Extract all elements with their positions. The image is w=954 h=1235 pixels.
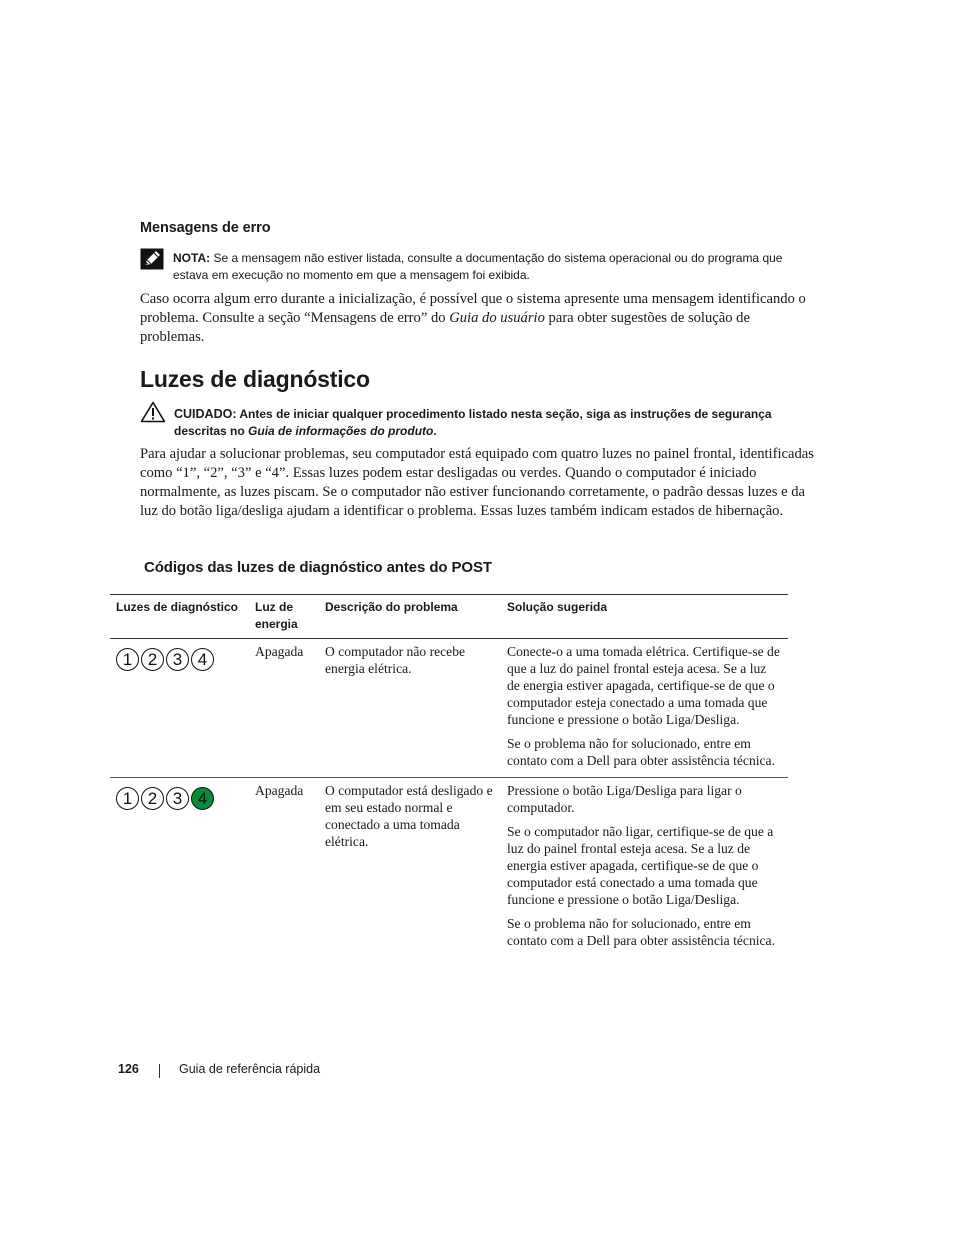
diagnostic-codes-table	[110, 594, 788, 957]
header-problem-description: Descrição do problema	[319, 595, 501, 639]
user-guide-reference: Guia do usuário	[449, 310, 545, 326]
caution-end: .	[433, 424, 437, 438]
problem-cell: O computador está desligado e em seu estado normal e conectado a uma tomada elétrica.	[325, 783, 493, 849]
table-heading: Códigos das luzes de diagnóstico antes do POST	[144, 559, 492, 576]
diagnostic-lights-paragraph: Para ajudar a solucionar problemas, seu computador está equipado com quatro luzes no painel frontal, identificadas como “1”, “2”, “3” e “4”. Essas luzes podem estar desligadas ou verdes. Quando o computador é iniciado normalmente, as luzes piscam. Se o computador não estiver funcionando corretamente, o padrão dessas luzes e da luz do botão liga/desliga ajudam a identificar o problema. Essas luzes também indicam estados de hibernação.	[140, 446, 814, 519]
intro-paragraph	[140, 290, 815, 347]
header-suggested-solution: Solução sugerida	[501, 595, 788, 639]
led-indicator: 1	[116, 648, 139, 671]
note-body: Se a mensagem não estiver listada, consulte a documentação do sistema operacional ou do programa que estava em execução no momento em que a mensagem foi exibida.	[173, 251, 783, 282]
intro-text-start: Caso ocorra algum erro durante a inicialização, é possível que o sistema apresente uma mensagem identificando o problema. Consulte a seção “Mensagens de erro” do	[140, 291, 806, 326]
pencil-note-icon	[140, 248, 164, 270]
led-pattern	[116, 782, 243, 810]
page-title: Luzes de diagnóstico	[140, 366, 370, 392]
table-header-row	[110, 595, 788, 639]
caution-label: CUIDADO:	[174, 407, 237, 421]
solution-cell	[501, 639, 788, 778]
header-power-light: Luz de energia	[249, 595, 319, 639]
led-indicator: 1	[116, 787, 139, 810]
caution-text	[174, 406, 804, 440]
table-row	[110, 778, 788, 958]
led-indicator: 4	[191, 648, 214, 671]
footer-divider	[159, 1064, 160, 1078]
product-info-guide-reference: Guia de informações do produto	[248, 424, 434, 438]
led-indicator-lit: 4	[191, 787, 214, 810]
led-pattern-cell	[110, 639, 249, 778]
note-text	[173, 250, 803, 284]
led-indicator: 3	[166, 787, 189, 810]
led-indicator: 2	[141, 648, 164, 671]
solution-paragraph: Se o problema não for solucionado, entre em contato com a Dell para obter assistência técnica.	[507, 916, 775, 948]
problem-cell: O computador não recebe energia elétrica.	[319, 639, 501, 778]
footer-title: Guia de referência rápida	[179, 1062, 321, 1076]
led-pattern-cell	[110, 778, 249, 958]
led-indicator: 3	[166, 648, 189, 671]
power-light-cell: Apagada	[249, 639, 319, 778]
power-light-cell: Apagada	[255, 783, 304, 798]
solution-paragraph: Se o problema não for solucionado, entre em contato com a Dell para obter assistência técnica.	[507, 736, 775, 768]
solution-paragraph: Se o computador não ligar, certifique-se de que a luz do painel frontal esteja acesa. Se a luz de energia estiver apagada, certifique-se de que o computador está conectado a uma tomada que funcione e pressione o botão Liga/Desliga.	[507, 824, 774, 907]
solution-cell	[501, 778, 788, 958]
caution-body: Antes de iniciar qualquer procedimento listado nesta seção, siga as instruções de segurança descritas no	[174, 407, 772, 438]
section-heading-error-messages: Mensagens de erro	[140, 220, 271, 236]
led-pattern	[116, 643, 243, 671]
intro-text-end: para obter sugestões de solução de problemas.	[140, 310, 750, 345]
page-footer	[118, 1062, 321, 1076]
solution-paragraph: Conecte-o a uma tomada elétrica. Certifique-se de que a luz do painel frontal esteja acesa. Se a luz de energia estiver apagada, certifique-se de que o computador esteja conectado a uma tomada que funcione e pressione o botão Liga/Desliga.	[507, 644, 780, 727]
header-diagnostic-lights: Luzes de diagnóstico	[110, 595, 249, 639]
table-row	[110, 639, 788, 778]
note-label: NOTA:	[173, 251, 211, 265]
warning-triangle-icon	[140, 401, 166, 423]
page-number: 126	[118, 1062, 139, 1076]
led-indicator: 2	[141, 787, 164, 810]
solution-paragraph: Pressione o botão Liga/Desliga para ligar o computador.	[507, 783, 742, 815]
